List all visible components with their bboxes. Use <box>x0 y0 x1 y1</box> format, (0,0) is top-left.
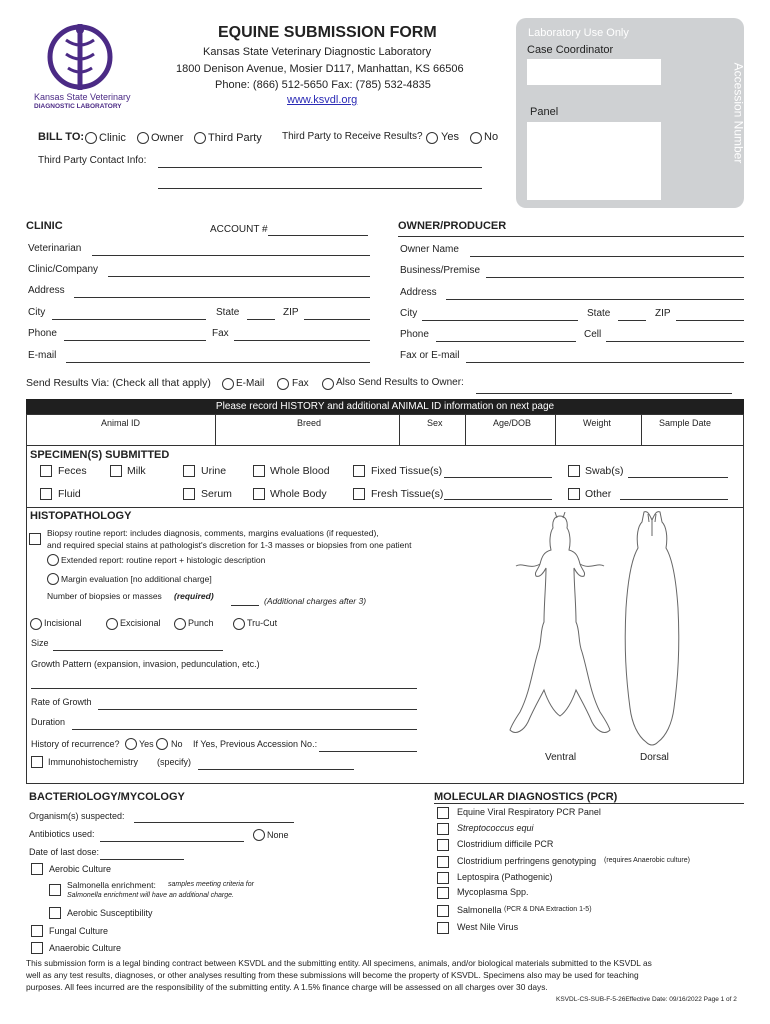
additional-charges-note: (Additional charges after 3) <box>264 596 367 606</box>
pcr-label-strep: Streptococcus equi <box>457 823 534 833</box>
bill-third-party-label: Third Party <box>208 132 262 144</box>
clinic-address-label: Address <box>28 285 65 296</box>
footer-doc-code: KSVDL-CS-SUB-F-5-26Effective Date: 09/16/2022 Page 1 of 2 <box>556 996 737 1003</box>
pcr-note-salmonella: (PCR & DNA Extraction 1-5) <box>504 906 592 913</box>
pcr-checkbox-evr[interactable] <box>437 807 449 819</box>
clinic-state-field[interactable] <box>247 319 275 320</box>
recurrence-no-label: No <box>171 739 183 749</box>
other-label: Other <box>585 488 612 500</box>
owner-phone-field[interactable] <box>436 341 576 342</box>
bill-to-label: BILL TO: <box>38 131 85 143</box>
trucut-label: Tru-Cut <box>247 618 278 628</box>
pcr-label-evr: Equine Viral Respiratory PCR Panel <box>457 807 601 817</box>
clinic-city-label: City <box>28 307 46 318</box>
aerobic-susceptibility-checkbox[interactable] <box>49 907 61 919</box>
antibiotics-none-radio[interactable] <box>253 829 265 841</box>
send-email-radio[interactable] <box>222 378 234 390</box>
pcr-label-cperf: Clostridium perfringens genotyping <box>457 856 597 866</box>
excisional-radio[interactable] <box>106 618 118 630</box>
send-owner-label: Also Send Results to Owner: <box>336 377 464 388</box>
serum-label: Serum <box>201 488 232 500</box>
num-biopsies-field[interactable] <box>231 605 259 606</box>
pcr-label-cdiff: Clostridium difficile PCR <box>457 839 554 849</box>
send-results-label: Send Results Via: (Check all that apply) <box>26 377 211 389</box>
third-party-yes-radio[interactable] <box>426 132 438 144</box>
clinic-phone-label: Phone <box>28 328 57 339</box>
rate-growth-field[interactable] <box>98 709 417 710</box>
owner-heading: OWNER/PRODUCER <box>398 220 507 232</box>
antibiotics-label: Antibiotics used: <box>29 829 95 839</box>
ventral-label: Ventral <box>545 752 577 763</box>
bacteriology-heading: BACTERIOLOGY/MYCOLOGY <box>29 791 185 803</box>
last-dose-field[interactable] <box>100 859 184 860</box>
urine-label: Urine <box>201 465 227 477</box>
last-dose-label: Date of last dose: <box>29 847 100 857</box>
urine-checkbox[interactable] <box>183 465 195 477</box>
form-title: EQUINE SUBMISSION FORM <box>218 24 437 41</box>
col-age-dob: Age/DOB <box>493 418 532 428</box>
col-divider <box>641 415 642 445</box>
salmonella-note-2: Salmonella enrichment will have an additional charge. <box>67 892 234 899</box>
lab-use-title: Laboratory Use Only <box>528 27 629 39</box>
third-party-contact-line-1[interactable] <box>158 167 482 168</box>
third-party-contact-line-2[interactable] <box>158 188 482 189</box>
pcr-label-salmonella: Salmonella <box>457 905 502 915</box>
org-phone: Phone: (866) 512-5650 Fax: (785) 532-4835 <box>215 79 431 91</box>
biopsy-routine-text-1: Biopsy routine report: includes diagnosis, comments, margins evaluations (if requested), <box>47 528 379 538</box>
extended-report-radio[interactable] <box>47 554 59 566</box>
animal-table <box>26 414 744 446</box>
aerobic-susceptibility-label: Aerobic Susceptibility <box>67 908 153 918</box>
owner-zip-label: ZIP <box>655 308 671 319</box>
pcr-checkbox-cdiff[interactable] <box>437 839 449 851</box>
clinic-zip-label: ZIP <box>283 307 299 318</box>
col-weight: Weight <box>583 418 611 428</box>
owner-business-field[interactable] <box>486 277 744 278</box>
clinic-email-label: E-mail <box>28 350 57 361</box>
owner-phone-label: Phone <box>400 329 429 340</box>
send-fax-radio[interactable] <box>277 378 289 390</box>
other-checkbox[interactable] <box>568 488 580 500</box>
owner-fax-email-label: Fax or E-mail <box>400 350 460 361</box>
milk-checkbox[interactable] <box>110 465 122 477</box>
owner-business-label: Business/Premise <box>400 265 481 276</box>
swab-field[interactable] <box>628 477 728 478</box>
pcr-note-cperf: (requires Anaerobic culture) <box>604 857 690 864</box>
logo-text-2: DIAGNOSTIC LABORATORY <box>34 103 122 110</box>
third-party-yes-label: Yes <box>441 131 459 143</box>
fresh-tissue-checkbox[interactable] <box>353 488 365 500</box>
growth-pattern-label: Growth Pattern (expansion, invasion, pedunculation, etc.) <box>31 659 260 669</box>
fresh-tissue-field[interactable] <box>444 499 552 500</box>
dorsal-label: Dorsal <box>640 752 669 763</box>
case-coordinator-label: Case Coordinator <box>527 44 614 56</box>
anaerobic-culture-label: Anaerobic Culture <box>49 943 122 953</box>
fungal-culture-checkbox[interactable] <box>31 925 43 937</box>
fixed-tissue-checkbox[interactable] <box>353 465 365 477</box>
size-label: Size <box>31 638 49 648</box>
accession-number-label: Accession Number <box>731 62 746 164</box>
whole-body-checkbox[interactable] <box>253 488 265 500</box>
clinic-state-label: State <box>216 307 240 318</box>
salmonella-note-1: samples meeting criteria for <box>168 881 254 888</box>
biopsy-routine-checkbox[interactable] <box>29 533 41 545</box>
account-label: ACCOUNT # <box>210 224 268 235</box>
pcr-checkbox-strep[interactable] <box>437 823 449 835</box>
third-party-no-label: No <box>484 131 499 143</box>
send-email-label: E-Mail <box>236 378 265 389</box>
owner-fax-email-field[interactable] <box>466 362 744 363</box>
owner-cell-label: Cell <box>584 329 602 340</box>
col-sample-date: Sample Date <box>659 418 712 428</box>
clinic-address-field[interactable] <box>74 297 370 298</box>
num-biopsies-required: (required) <box>174 591 214 601</box>
fluid-checkbox[interactable] <box>40 488 52 500</box>
account-field[interactable] <box>268 235 368 236</box>
size-field[interactable] <box>53 650 223 651</box>
trucut-radio[interactable] <box>233 618 245 630</box>
specimens-heading: SPECIMEN(S) SUBMITTED <box>30 449 170 461</box>
aerobic-culture-label: Aerobic Culture <box>49 864 112 874</box>
ihc-label: Immunohistochemistry <box>48 757 139 767</box>
footer-line-1: This submission form is a legal binding contract between KSVDL and the submitting entity. All specimens, animals, and/or biological materials submitted to the KSVDL as <box>26 958 652 968</box>
send-owner-field[interactable] <box>476 393 732 394</box>
histopathology-heading: HISTOPATHOLOGY <box>30 510 132 522</box>
whole-blood-label: Whole Blood <box>270 465 330 477</box>
pcr-label-lepto: Leptospira (Pathogenic) <box>457 872 553 882</box>
margin-eval-label: Margin evaluation [no additional charge] <box>61 574 212 584</box>
third-party-question: Third Party to Receive Results? <box>282 131 423 142</box>
excisional-label: Excisional <box>120 618 161 628</box>
pcr-checkbox-myco[interactable] <box>437 887 449 899</box>
pcr-heading: MOLECULAR DIAGNOSTICS (PCR) <box>434 791 618 803</box>
col-divider <box>555 415 556 445</box>
whole-blood-checkbox[interactable] <box>253 465 265 477</box>
punch-radio[interactable] <box>174 618 186 630</box>
antibiotics-field[interactable] <box>100 841 244 842</box>
clinic-fax-field[interactable] <box>234 340 370 341</box>
third-party-contact-label: Third Party Contact Info: <box>38 155 147 166</box>
owner-city-field[interactable] <box>422 320 578 321</box>
horse-dorsal-diagram <box>618 508 686 752</box>
owner-address-label: Address <box>400 287 437 298</box>
owner-state-field[interactable] <box>618 320 646 321</box>
clinic-fax-label: Fax <box>212 328 229 339</box>
duration-field[interactable] <box>72 729 417 730</box>
clinic-heading: CLINIC <box>26 220 63 232</box>
incisional-label: Incisional <box>44 618 82 628</box>
history-banner: Please record HISTORY and additional ANIMAL ID information on next page <box>26 399 744 414</box>
bill-clinic-radio[interactable] <box>85 132 97 144</box>
prev-accession-field[interactable] <box>319 751 417 752</box>
owner-cell-field[interactable] <box>606 341 744 342</box>
org-name: Kansas State Veterinary Diagnostic Laboratory <box>203 46 432 58</box>
fluid-label: Fluid <box>58 488 81 500</box>
veterinarian-field[interactable] <box>92 255 370 256</box>
serum-checkbox[interactable] <box>183 488 195 500</box>
whole-body-label: Whole Body <box>270 488 327 500</box>
clinic-zip-field[interactable] <box>304 319 370 320</box>
aerobic-culture-checkbox[interactable] <box>31 863 43 875</box>
footer-line-2: well as any test results, diagnoses, or other analyses resulting from these submissions will become the property of KSVDL. Specimens also may be used for teaching <box>26 970 639 980</box>
clinic-email-field[interactable] <box>66 362 370 363</box>
veterinarian-label: Veterinarian <box>28 243 82 254</box>
salmonella-enrichment-checkbox[interactable] <box>49 884 61 896</box>
col-breed: Breed <box>297 418 322 428</box>
growth-pattern-field[interactable] <box>31 688 417 689</box>
pcr-label-wnv: West Nile Virus <box>457 922 519 932</box>
pcr-checkbox-cperf[interactable] <box>437 856 449 868</box>
bill-clinic-label: Clinic <box>99 132 126 144</box>
owner-name-field[interactable] <box>470 256 744 257</box>
fixed-tissue-label: Fixed Tissue(s) <box>371 465 443 477</box>
ksvdl-logo <box>30 22 130 114</box>
clinic-city-field[interactable] <box>52 319 206 320</box>
col-divider <box>399 415 400 445</box>
anaerobic-culture-checkbox[interactable] <box>31 942 43 954</box>
salmonella-enrichment-label: Salmonella enrichment: <box>67 880 156 890</box>
send-fax-label: Fax <box>292 378 309 389</box>
bill-owner-label: Owner <box>151 132 184 144</box>
feces-label: Feces <box>58 465 87 477</box>
pcr-heading-line <box>434 803 744 804</box>
bill-third-party-radio[interactable] <box>194 132 206 144</box>
other-field[interactable] <box>620 499 728 500</box>
recurrence-label: History of recurrence? <box>31 739 120 749</box>
col-divider <box>465 415 466 445</box>
milk-label: Milk <box>127 465 146 477</box>
org-website-link[interactable]: www.ksvdl.org <box>287 94 358 106</box>
fresh-tissue-label: Fresh Tissue(s) <box>371 488 444 500</box>
clinic-phone-field[interactable] <box>64 340 206 341</box>
clinic-company-label: Clinic/Company <box>28 264 99 275</box>
panel-label: Panel <box>530 106 559 118</box>
extended-report-label: Extended report: routine report + histologic description <box>61 555 266 565</box>
pcr-checkbox-wnv[interactable] <box>437 922 449 934</box>
organisms-label: Organism(s) suspected: <box>29 811 125 821</box>
ihc-field[interactable] <box>198 769 354 770</box>
case-coordinator-field[interactable] <box>527 59 661 85</box>
col-animal-id: Animal ID <box>101 418 141 428</box>
bill-owner-radio[interactable] <box>137 132 149 144</box>
margin-eval-radio[interactable] <box>47 573 59 585</box>
prev-accession-label: If Yes, Previous Accession No.: <box>193 739 318 749</box>
logo-text-1: Kansas State Veterinary <box>34 92 131 102</box>
owner-state-label: State <box>587 308 611 319</box>
recurrence-yes-radio[interactable] <box>125 738 137 750</box>
owner-heading-line <box>398 236 744 237</box>
org-address: 1800 Denison Avenue, Mosier D117, Manhattan, KS 66506 <box>176 63 464 75</box>
antibiotics-none-label: None <box>267 830 289 840</box>
footer-line-3: purposes. All fees incurred are the responsibility of the submitting entity. A 1.5% finance charge will be assessed on all charges over 30 days. <box>26 982 548 992</box>
ihc-specify-label: (specify) <box>157 757 192 767</box>
owner-zip-field[interactable] <box>676 320 744 321</box>
col-sex: Sex <box>427 418 443 428</box>
rate-growth-label: Rate of Growth <box>31 697 92 707</box>
ihc-checkbox[interactable] <box>31 756 43 768</box>
pcr-label-myco: Mycoplasma Spp. <box>457 887 529 897</box>
col-divider <box>215 415 216 445</box>
recurrence-no-radio[interactable] <box>156 738 168 750</box>
owner-city-label: City <box>400 308 418 319</box>
duration-label: Duration <box>31 717 66 727</box>
pcr-checkbox-salmonella[interactable] <box>437 905 449 917</box>
panel-field[interactable] <box>527 122 661 200</box>
owner-address-field[interactable] <box>446 299 744 300</box>
swab-label: Swab(s) <box>585 465 624 477</box>
owner-name-label: Owner Name <box>400 244 459 255</box>
feces-checkbox[interactable] <box>40 465 52 477</box>
third-party-no-radio[interactable] <box>470 132 482 144</box>
recurrence-yes-label: Yes <box>139 739 154 749</box>
organisms-field[interactable] <box>134 822 294 823</box>
swab-checkbox[interactable] <box>568 465 580 477</box>
fungal-culture-label: Fungal Culture <box>49 926 109 936</box>
num-biopsies-label: Number of biopsies or masses <box>47 591 162 601</box>
biopsy-routine-text-2: and required special stains at pathologist's discretion for 1-3 masses or biopsies from one patient <box>47 540 412 550</box>
clinic-company-field[interactable] <box>108 276 370 277</box>
incisional-radio[interactable] <box>30 618 42 630</box>
fixed-tissue-field[interactable] <box>444 477 552 478</box>
punch-label: Punch <box>188 618 214 628</box>
horse-ventral-diagram <box>500 512 620 756</box>
pcr-checkbox-lepto[interactable] <box>437 872 449 884</box>
send-owner-radio[interactable] <box>322 378 334 390</box>
